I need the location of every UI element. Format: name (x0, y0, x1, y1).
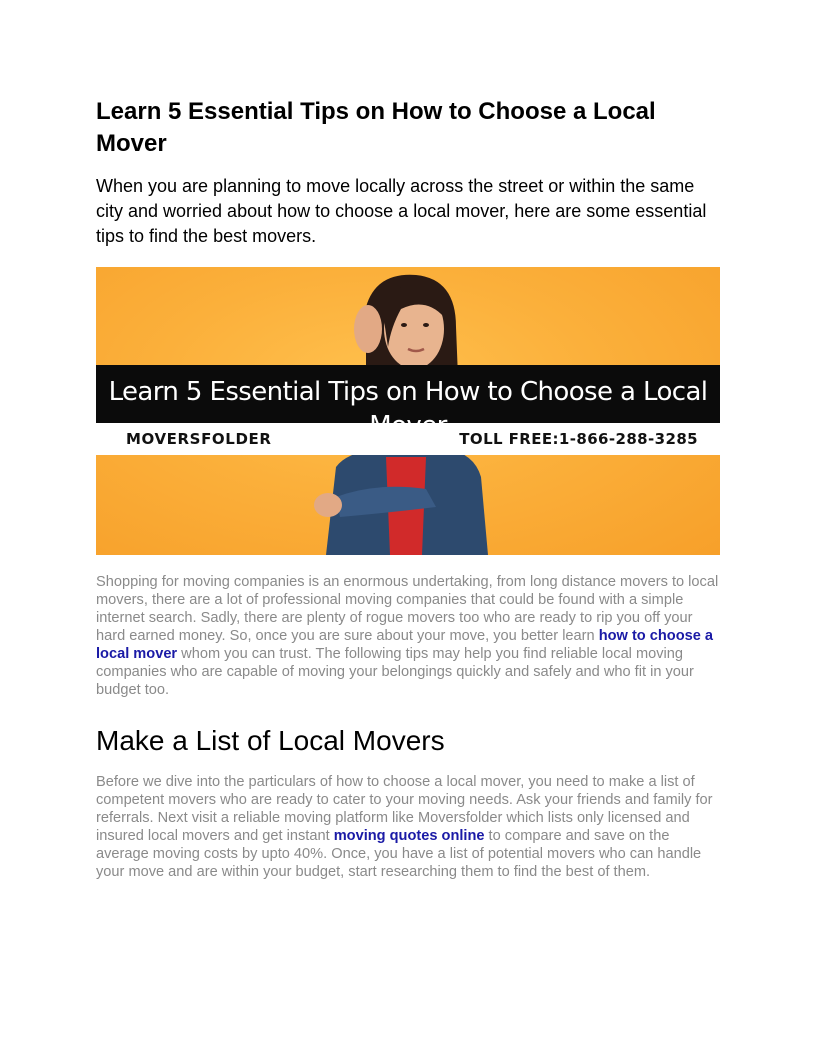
hero-image (96, 267, 720, 555)
paragraph-intro-body (96, 573, 720, 699)
paragraph-section-body (96, 773, 720, 881)
toll-free-number: TOLL FREE:1-866-288-3285 (459, 430, 698, 448)
paragraph-text: Before we dive into the particulars of how to choose a local mover, you need to make a list of competent movers who are ready to cater to your moving needs. Ask your friends and family for referrals. Next visit a reliable moving platform like Moversfolder which lists only licensed and insured local movers and get instant (96, 774, 713, 844)
brand-name: MOVERSFOLDER (126, 430, 272, 448)
document-page (96, 96, 720, 881)
article-title: Learn 5 Essential Tips on How to Choose a Local Mover (96, 98, 656, 157)
choose-local-mover-link[interactable]: how to choose a local mover (96, 628, 714, 662)
paragraph-text: whom you can trust. The following tips may help you find reliable local moving companies who are capable of moving your belongings quickly and safely and who fit in your budget too. (96, 646, 694, 698)
moving-quotes-online-link[interactable]: moving quotes online (333, 828, 485, 844)
banner-title-band (96, 365, 720, 423)
banner-title: Learn 5 Essential Tips on How to Choose a Local (108, 377, 708, 407)
article-intro: When you are planning to move locally across the street or within the same city and worried about how to choose a local mover, here are some essential tips to find the best movers. (96, 176, 707, 246)
paragraph-text: Shopping for moving companies is an enormous undertaking, from long distance movers to local movers, there are a lot of professional moving companies that could be found with a simple internet search. Sadly, there are plenty of rogue movers too who are ready to rip you off your hard earned money. So, once you are sure about your move, you better learn (96, 574, 719, 644)
paragraph-text: to compare and save on the average moving costs by upto 40%. Once, you have a list of potential movers who can handle your move and are within your budget, start researching them to find the best of them. (96, 828, 702, 880)
section-heading: Make a List of Local Movers (96, 725, 445, 756)
banner-info-band (96, 423, 720, 455)
